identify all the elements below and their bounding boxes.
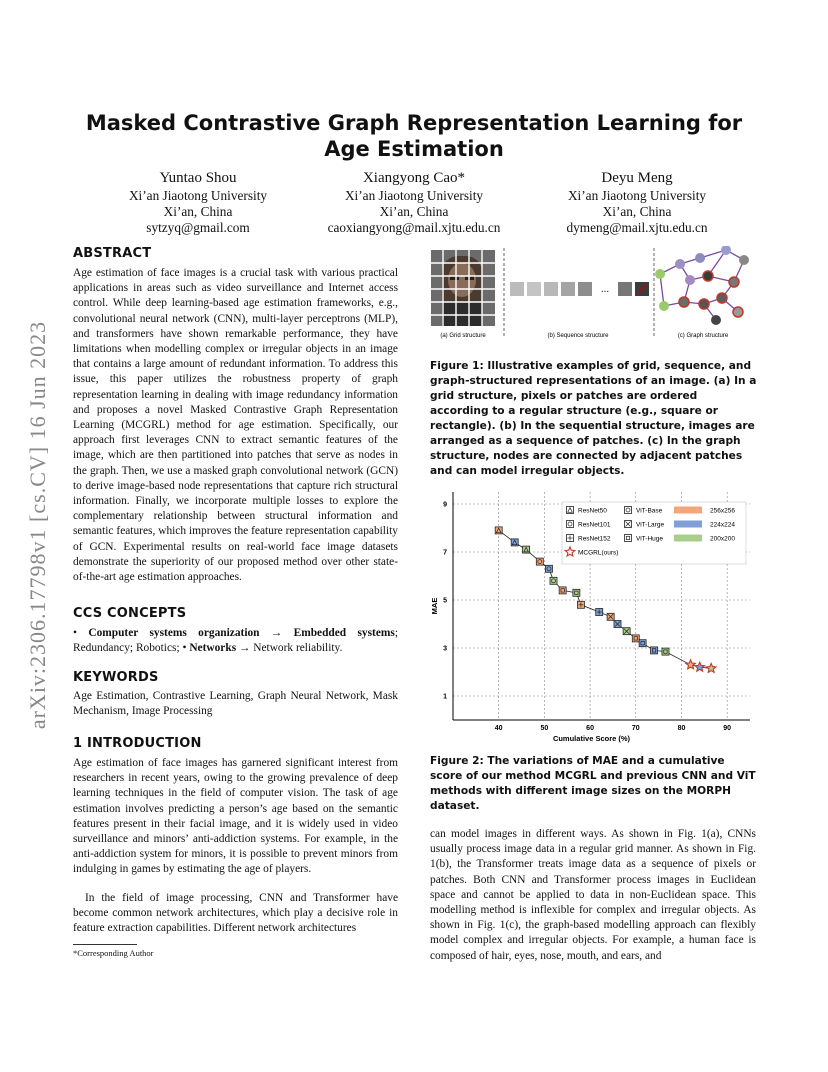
keywords-text: Age Estimation, Contrastive Learning, Graph Neural Network, Mask Mechanism, Image Processing <box>73 690 398 718</box>
data-point <box>545 565 552 572</box>
legend-label: 224x224 <box>710 521 735 529</box>
figure-1 <box>428 246 758 342</box>
author-location: Xi’an, China <box>163 204 233 219</box>
y-tick-label: 1 <box>443 693 447 701</box>
paper-title: Masked Contrastive Graph Representation Learning for Age Estimation <box>85 111 743 161</box>
data-point <box>559 587 566 594</box>
data-point <box>706 663 716 672</box>
author-email[interactable]: dymeng@mail.xjtu.edu.cn <box>566 220 708 235</box>
graph-nodes <box>655 246 749 325</box>
author-block-2 <box>294 170 534 236</box>
legend-label: ResNet152 <box>578 535 611 543</box>
keywords-heading: KEYWORDS <box>73 670 159 685</box>
legend-symbol <box>567 521 574 528</box>
legend-label: 256x256 <box>710 507 735 515</box>
footnote-rule <box>73 944 137 945</box>
data-point <box>536 558 543 565</box>
data-point <box>550 577 557 584</box>
abstract-heading: ABSTRACT <box>73 246 152 261</box>
author-affiliation: Xi’an Jiaotong University <box>567 188 707 203</box>
author-affiliation: Xi’an Jiaotong University <box>128 188 268 203</box>
y-tick-label: 3 <box>443 645 447 653</box>
author-name: Xiangyong Cao* <box>362 170 466 186</box>
legend-symbol <box>625 507 632 514</box>
legend-label: ResNet50 <box>578 507 607 515</box>
grid-face-image <box>431 250 495 326</box>
ccs-term: Computer systems organization <box>88 627 260 639</box>
intro-paragraph-1: Age estimation of face images has garnered significant interest from researchers in recent years, owing to the growing prevalence of deep learning techniques in the field of computer vision. The task of age estimation involves predicting a person’s age based on the semantic features present in their facial image, and it is widely used in video surveillance and minors’ anti-addiction systems. For example, in the anti-addiction system for minors, it is possible to prevent minors from indulging in games by estimating the age of players. <box>73 757 398 876</box>
legend-label: MCGRL(ours) <box>578 549 619 557</box>
legend-label: ResNet101 <box>578 521 611 529</box>
data-point <box>695 662 705 671</box>
legend-label: 200x200 <box>710 535 735 543</box>
legend-label: ViT-Large <box>636 521 665 529</box>
legend-swatch <box>674 521 702 528</box>
x-tick-label: 50 <box>540 725 549 732</box>
ccs-term: Embedded systems <box>293 627 395 639</box>
sequence-ellipsis: ... <box>600 283 610 295</box>
data-point <box>639 640 646 647</box>
y-axis-label: MAE <box>430 597 439 615</box>
author-location: Xi’an, China <box>602 204 672 219</box>
figure-2-caption: Figure 2: The variations of MAE and a cumulative score of our method MCGRL and previous CNN and ViT methods with different image sizes on the MORPH dataset. <box>430 755 756 812</box>
arxiv-id: arXiv:2306.17798v1 [cs.CV] 16 Jun 2023 <box>25 320 50 730</box>
author-name: Deyu Meng <box>601 170 673 186</box>
legend-symbol <box>625 535 632 542</box>
data-point <box>662 648 669 655</box>
x-axis-label: Cumulative Score (%) <box>552 734 631 743</box>
y-tick-label: 5 <box>443 597 447 605</box>
y-tick-label: 9 <box>443 501 447 509</box>
author-block-3 <box>517 170 757 236</box>
fig1-label-b: (b) Sequence structure <box>547 333 609 339</box>
footnote: *Corresponding Author <box>73 948 154 958</box>
ccs-term: Networks <box>189 642 237 655</box>
data-point <box>686 660 696 669</box>
author-email[interactable]: sytzyq@gmail.com <box>146 220 250 235</box>
fig1-label-a: (a) Grid structure <box>440 333 486 339</box>
x-tick-label: 60 <box>586 725 594 732</box>
author-email[interactable]: caoxiangyong@mail.xjtu.edu.cn <box>327 220 501 235</box>
right-column-text: can model images in different ways. As shown in Fig. 1(a), CNNs usually process image data in a regular grid manner. As shown in Fig. 1(b), the Transformer treats image data as a sequence of pixels or patches. Both CNN and Transformer process images in Euclidean space and cannot be applied to data in non-Euclidean space. This modelling method is inflexible for complex and irregular objects. As shown in Fig. 1(c), the graph-based modelling approach can flexibly model complex and irregular objects. For example, a human face is composed of hair, eyes, nose, mouth, and ears, and <box>430 828 756 962</box>
author-name: Yuntao Shou <box>159 170 237 186</box>
legend-label: ViT-Huge <box>636 535 663 543</box>
ccs-text: • Computer systems organization → Embedded systems; Redundancy; Robotics; • Networks → Network reliability. <box>73 627 398 655</box>
y-tick-label: 7 <box>443 549 447 557</box>
x-tick-label: 70 <box>631 725 640 732</box>
x-tick-label: 80 <box>677 725 686 732</box>
arxiv-stamp <box>18 290 58 760</box>
author-location: Xi’an, China <box>379 204 449 219</box>
fig1-label-c: (c) Graph structure <box>677 333 729 339</box>
sequence-patches <box>510 282 649 296</box>
legend-label: ViT-Base <box>636 507 663 515</box>
abstract-text: Age estimation of face images is a crucial task with various practical applications in areas such as video surveillance and Internet access control. While deep learning-based age estimation frameworks, e.g., convolutional neural network (CNN), multi-layer perceptrons (MLP), and transformers have shown remarkable performance, they have limitations when modelling complex or irregular objects in an image that contains a large amount of redundant information. To address this issue, this paper utilizes the robustness property of graph representation learning in dealing with image redundancy information and proposes a novel Masked Contrastive Graph Representation Learning (MCGRL) method for age estimation. Specifically, our approach first leverages CNN to extract semantic features of the image, which are then partitioned into patches that serve as nodes in the graph. Then, we use a masked graph convolutional network (GCN) to derive image-based node representations that capture rich structural information. Finally, we incorporate multiple losses to explore the complementary relationship between structural information and semantic features, which improves the feature representation capability of GCN. Experimental results on real-world face image datasets demonstrate the superiority of our proposed method over other state-of-the-art age estimation approaches. <box>73 267 398 584</box>
x-tick-label: 90 <box>723 725 732 732</box>
figure-2-chart <box>428 484 758 744</box>
data-point <box>573 589 580 596</box>
author-block-1 <box>78 170 318 236</box>
intro-heading: 1 INTRODUCTION <box>73 736 202 751</box>
legend-swatch <box>674 535 702 542</box>
data-point <box>632 635 639 642</box>
data-point <box>651 647 658 654</box>
author-affiliation: Xi’an Jiaotong University <box>344 188 484 203</box>
ccs-heading: CCS CONCEPTS <box>73 606 187 621</box>
x-tick-label: 40 <box>494 725 503 732</box>
intro-paragraph-2: In the field of image processing, CNN and Transformer have become common network architectures, which play a decisive role in feature extraction capabilities. Different network architectures <box>73 892 398 935</box>
figure-1-caption: Figure 1: Illustrative examples of grid, sequence, and graph-structured representations of an image. (a) In a grid structure, pixels or patches are ordered according to a regular structure (e.g., square or rectangle). (b) In the sequential structure, images are arranged as a sequence of patches. (c) In the graph structure, nodes are connected by adjacent patches and can model irregular objects. <box>430 360 757 477</box>
legend-swatch <box>674 507 702 514</box>
